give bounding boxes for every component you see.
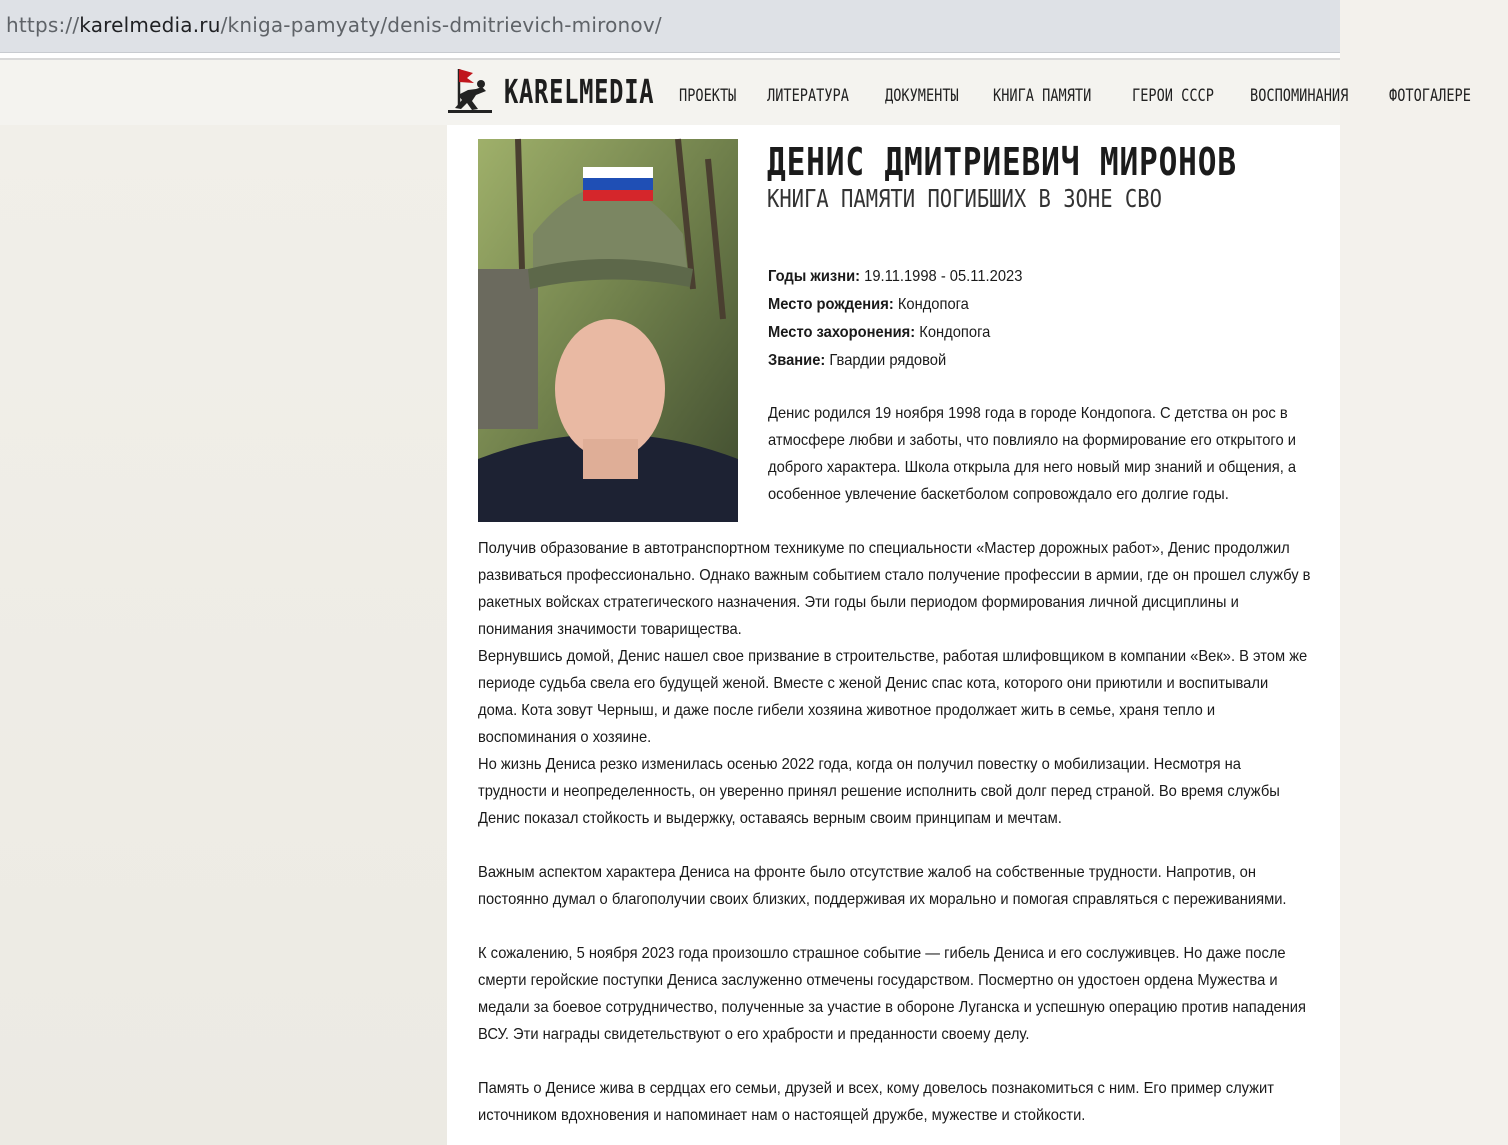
- soldier-flag-logo-icon[interactable]: [446, 65, 498, 117]
- nav-item-memory-book[interactable]: КНИГА ПАМЯТИ: [993, 86, 1092, 106]
- nav-item-projects[interactable]: ПРОЕКТЫ: [679, 86, 737, 106]
- fact-rank: Звание: Гвардии рядовой: [768, 352, 947, 369]
- nav-item-literature[interactable]: ЛИТЕРАТУРА: [766, 86, 849, 106]
- nav-item-documents[interactable]: ДОКУМЕНТЫ: [885, 86, 959, 106]
- nav-item-ussr-heroes[interactable]: ГЕРОИ СССР: [1131, 86, 1214, 106]
- main-nav: [679, 86, 1508, 106]
- nav-item-memoirs[interactable]: ВОСПОМИНАНИЯ: [1250, 86, 1349, 106]
- site-brand[interactable]: KARELMEDIA: [504, 72, 655, 111]
- biography-paragraph: Получив образование в автотранспортном техникуме по специальности «Мастер дорожных работ», Денис продолжил развиваться профессионально. Однако важным событием стало получение профессии в армии, где он прошел службу в ракетных войсках стратегического назначения. Эти годы были периодом формирования личной дисциплины и понимания значимости товарищества. Вернувшись домой, Денис нашел свое призвание в строительстве, работая шлифовщиком в компании «Век». В этом же периоде судьба свела его будущей женой. Вместе с женой Денис спас кота, которого они приютили и воспитывали дома. Кота зовут Черныш, и даже после гибели хозяина животное продолжает жить в семье, храня тепло и воспоминания о хозяине. Но жизнь Дениса резко изменилась осенью 2022 года, когда он получил повестку о мобилизации. Несмотря на трудности и неопределенность, он уверенно принял решение исполнить свой долг перед страной. Во время службы Денис показал стойкость и выдержку, оставаясь верным своим принципам и мечтам.: [478, 540, 1311, 827]
- memory-paragraph: Память о Денисе жива в сердцах его семьи, друзей и всех, кому довелось познакомиться с ним. Его пример служит источником вдохновения и напоминает нам о настоящей дружбе, мужестве и стойкости.: [478, 1080, 1275, 1124]
- page-subtitle: КНИГА ПАМЯТИ ПОГИБШИХ В ЗОНЕ СВО: [767, 184, 1162, 213]
- intro-paragraph: Денис родился 19 ноября 1998 года в городе Кондопога. С детства он рос в атмосфере любви и заботы, что повлияло на формирование его открытого и доброго характера. Школа открыла для него новый мир знаний и общения, а особенное увлечение баскетболом сопровождало его долгие годы.: [768, 405, 1297, 503]
- fact-burial-place: Место захоронения: Кондопога: [768, 324, 991, 341]
- fact-birthplace: Место рождения: Кондопога: [768, 296, 969, 313]
- page-title: ДЕНИС ДМИТРИЕВИЧ МИРОНОВ: [767, 140, 1237, 184]
- death-paragraph: К сожалению, 5 ноября 2023 года произошло страшное событие — гибель Дениса и его сослуживцев. Но даже после смерти геройские поступки Дениса заслуженно отмечены государством. Посмертно он удостоен ордена Мужества и медали за боевое сотрудничество, полученные за участие в обороне Луганска и успешную операцию против нападения ВСУ. Эти награды свидетельствуют о его храбрости и преданности своему делу.: [478, 945, 1306, 1043]
- address-bar[interactable]: [0, 0, 1340, 53]
- url-host: karelmedia.ru: [79, 13, 221, 37]
- portrait-photo: [478, 139, 738, 522]
- site-header: [0, 58, 1472, 127]
- page-background: [0, 125, 447, 1145]
- nav-item-photo-gallery[interactable]: ФОТОГАЛЕРЕ: [1389, 86, 1472, 106]
- url-path: /kniga-pamyaty/denis-dmitrievich-mironov/: [220, 13, 662, 37]
- facts-list: [768, 263, 1045, 375]
- url-scheme: https://: [6, 13, 80, 37]
- character-paragraph: Важным аспектом характера Дениса на фронте было отсутствие жалоб на собственные трудности. Напротив, он постоянно думал о благополучии своих близких, поддерживая их морально и помогая справляться с переживаниями.: [478, 864, 1287, 908]
- fact-life-years: Годы жизни: 19.11.1998 - 05.11.2023: [768, 268, 1023, 285]
- url-text[interactable]: [6, 13, 662, 37]
